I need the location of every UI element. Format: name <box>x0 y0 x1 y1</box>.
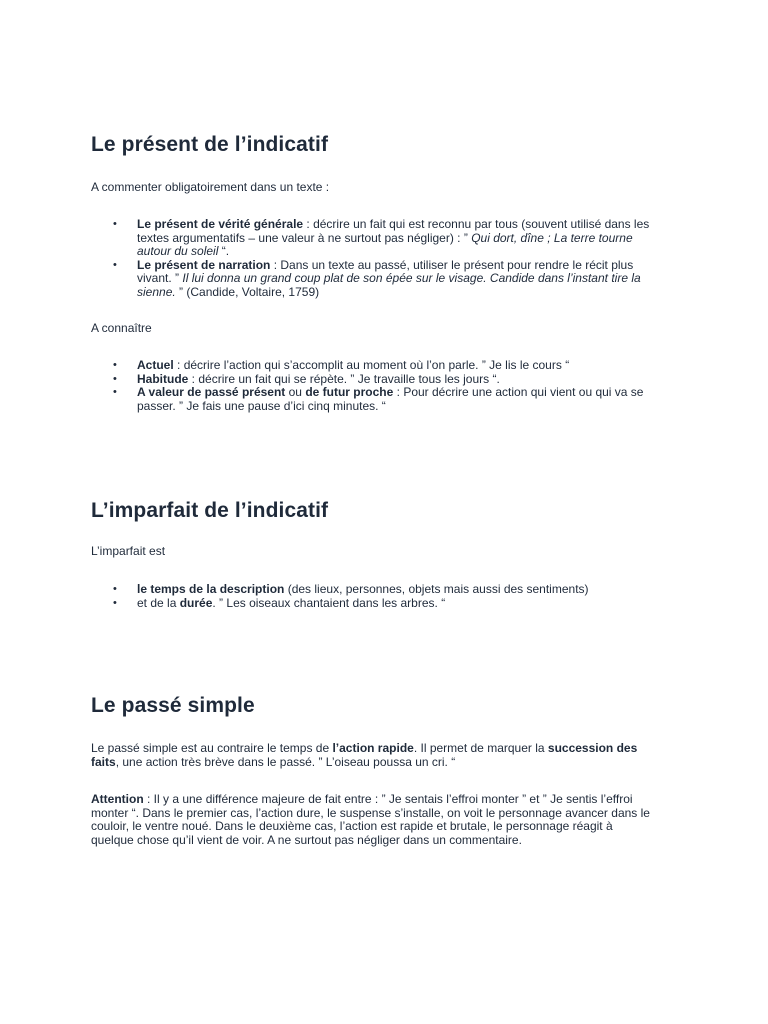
list-item <box>91 386 657 413</box>
term-duree: durée <box>179 595 213 610</box>
item-text: (des lieux, personnes, objets mais aussi des sentiments) <box>284 582 589 596</box>
list-item <box>91 359 657 373</box>
item-prefix: et de la <box>137 595 180 610</box>
paragraph-attention <box>91 793 657 847</box>
list-present-values <box>91 218 657 299</box>
text-run: Le passé simple est au contraire le temps de <box>91 741 333 755</box>
intro-present: A commenter obligatoirement dans un texte : <box>91 180 330 194</box>
text-run: : Il y a une différence majeure de fait entre : ” Je sentais l’effroi monter ” et ” Je sentis l’effroi monter “. Dans le premier cas, l’action dure, le suspense s’installe, on voit le personnage avancer dans le couloir, le ventre noué. Dans le deuxième cas, l’action est rapide et brutale, le personnage réagit à quelque chose qu’il vient de voir. A ne surtout pas négliger dans un commentaire. <box>91 792 650 847</box>
item-tail: “. <box>218 244 230 258</box>
list-item <box>91 597 657 611</box>
item-example: Qui dort, dîne ; La terre tourne autour du soleil <box>137 230 633 258</box>
item-example: Il lui donna un grand coup plat de son épée sur le visage. Candide dans l’instant tire la sienne. <box>137 271 641 299</box>
item-connector: ou <box>285 385 306 399</box>
term-verite-generale: Le présent de vérité générale <box>137 217 304 231</box>
item-text: . ” Les oiseaux chantaient dans les arbres. “ <box>212 595 446 610</box>
item-text: : décrire un fait qui se répète. ” Je travaille tous les jours “. <box>188 371 500 386</box>
heading-present: Le présent de l’indicatif <box>91 133 329 156</box>
paragraph-passe-simple <box>91 742 657 769</box>
text-run: , une action très brève dans le passé. ” L’oiseau poussa un cri. “ <box>115 754 456 769</box>
term-action-rapide: l’action rapide <box>332 741 414 755</box>
heading-passe-simple: Le passé simple <box>91 694 255 717</box>
subhead-a-connaitre: A connaître <box>91 321 152 335</box>
term-succession: succession des faits <box>91 741 638 769</box>
term-passe-present: A valeur de passé présent <box>137 385 286 399</box>
term-habitude: Habitude <box>137 371 189 386</box>
item-text: : décrire un fait qui est reconnu par tous (souvent utilisé dans les textes argumentatifs – une valeur à ne surtout pas négliger) : ” <box>137 217 650 245</box>
item-text: : Dans un texte au passé, utiliser le présent pour rendre le récit plus vivant. ” <box>137 257 634 285</box>
bullet-icon: • <box>113 386 117 398</box>
list-item <box>91 583 657 597</box>
list-present-uses <box>91 359 657 413</box>
list-item <box>91 373 657 387</box>
bullet-icon: • <box>113 583 117 595</box>
term-attention: Attention <box>91 792 144 806</box>
bullet-icon: • <box>113 359 117 371</box>
bullet-icon: • <box>113 218 117 230</box>
intro-imparfait: L’imparfait est <box>91 544 166 558</box>
term-futur-proche: de futur proche <box>305 385 394 399</box>
term-narration: Le présent de narration <box>137 257 271 272</box>
list-item <box>91 259 657 300</box>
bullet-icon: • <box>113 372 117 385</box>
term-actuel: Actuel <box>137 358 174 372</box>
text-run: . Il permet de marquer la <box>413 741 548 755</box>
heading-imparfait: L’imparfait de l’indicatif <box>91 499 329 522</box>
list-imparfait <box>91 583 657 610</box>
bullet-icon: • <box>113 596 117 609</box>
item-text: : Pour décrire une action qui vient ou qui va se passer. ” Je fais une pause d’ici cinq minutes. “ <box>137 385 644 413</box>
bullet-icon: • <box>113 258 117 271</box>
list-item <box>91 218 657 259</box>
term-description: le temps de la description <box>137 582 285 596</box>
item-tail: ” (Candide, Voltaire, 1759) <box>175 284 320 299</box>
item-text: : décrire l’action qui s’accomplit au moment où l’on parle. ” Je lis le cours “ <box>173 358 570 372</box>
